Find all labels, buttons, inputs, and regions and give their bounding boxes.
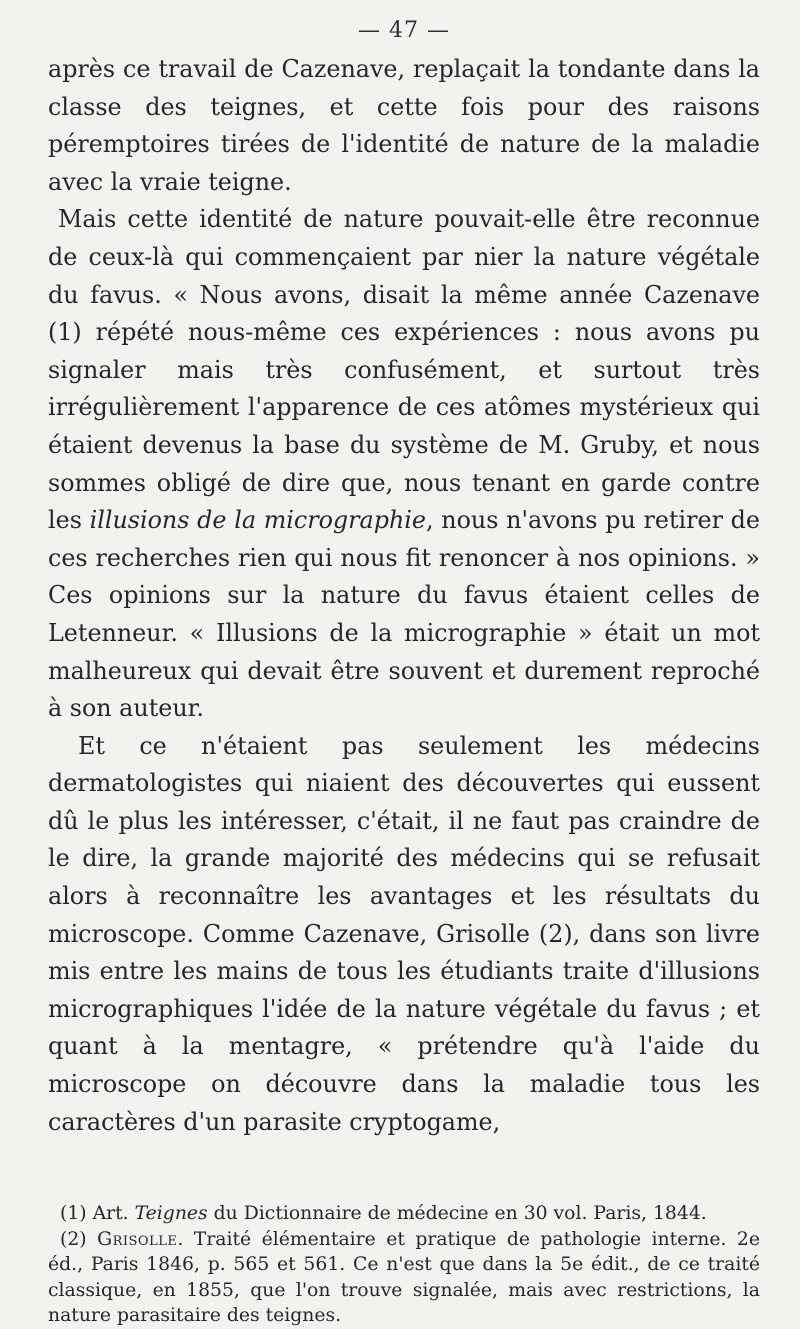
paragraph-text: après ce travail de Cazenave, replaçait la tondante dans la classe des teignes, et cette fois pour des raisons péremptoires tirées de l'identité de nature de la maladie avec la vraie teigne. [48, 55, 760, 196]
footnote-1 [48, 1201, 760, 1227]
footnote-1-marker: (1) Art. [60, 1203, 135, 1225]
footnote-1-text: du Dictionnaire de médecine en 30 vol. Paris, 1844. [207, 1203, 707, 1225]
footnote-2 [48, 1227, 760, 1329]
paragraph-1 [48, 51, 760, 201]
body-text [48, 51, 760, 1141]
footnote-2-text: . Traité élémentaire et pratique de pathologie interne. 2e éd., Paris 1846, p. 565 et 561. Ce n'est que dans la 5e édit., de ce traité classique, en 1855, que l'on trouve signalée, mais avec restrictions, la nature parasitaire des teignes. [48, 1228, 760, 1327]
page-number: — 47 — [358, 18, 450, 43]
paragraph-text: Et ce n'étaient pas seulement les médecins dermatologistes qui niaient des découvertes qui eussent dû le plus les intéresser, c'était, il ne faut pas craindre de le dire, la grande majorité des médecins qui se refusait alors à reconnaître les avantages et les résultats du microscope. Comme Cazenave, Grisolle (2), dans son livre mis entre les mains de tous les étudiants traite d'illusions micrographiques l'idée de la nature végétale du favus ; et quant à la mentagre, « prétendre qu'à l'aide du microscope on découvre dans la maladie tous les caractères d'un parasite cryptogame, [48, 731, 760, 1136]
footnote-2-marker: (2) [60, 1228, 98, 1250]
footnotes [48, 1201, 760, 1329]
paragraph-text: Mais cette identité de nature pouvait-elle être reconnue de ceux-là qui commençaient par nier la nature végétale du favus. « Nous avons, disait la même année Cazenave (1) répété nous-même ces expériences : nous avons pu signaler mais très confusément, et surtout très irrégulièrement l'apparence de ces atômes mystérieux qui étaient devenus la base du système de M. Gruby, et nous sommes obligé de dire que, nous tenant en garde contre les [48, 205, 760, 535]
italic-phrase: illusions de la micrographie [89, 506, 426, 535]
footnote-2-author: Grisolle [97, 1228, 178, 1250]
paragraph-3 [48, 728, 760, 1142]
footnote-1-title: Teignes [134, 1203, 208, 1225]
paragraph-text: , nous n'avons pu retirer de ces recherches rien qui nous fit renoncer à nos opinions. » Ces opinions sur la nature du favus étaient celles de Letenneur. « Illusions de la micrographie » était un mot malheureux qui devait être souvent et durement reproché à son auteur. [48, 506, 760, 723]
paragraph-2 [48, 201, 760, 727]
